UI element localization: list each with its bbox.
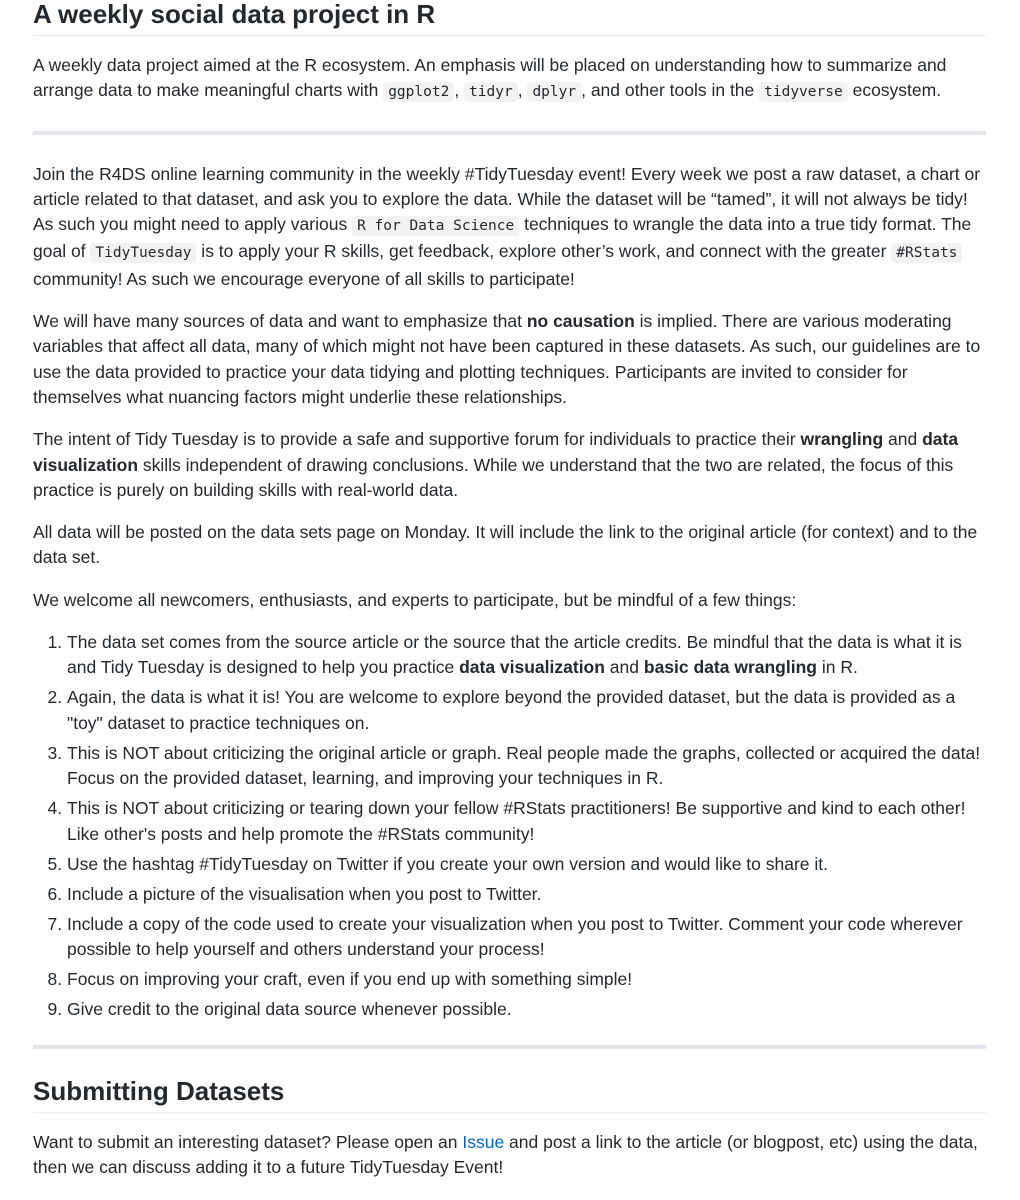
list-item: 1. The data set comes from the source article or the source that the article credits. Be mindful that the data is what it is and Tidy Tuesday is designed to help you practice data visualization and basic data wrangling in R.	[67, 630, 986, 681]
code-rstats: #RStats	[891, 243, 962, 263]
code-r-for-data-science: R for Data Science	[352, 216, 519, 236]
code-tidyr: tidyr	[464, 82, 518, 102]
guidelines-list	[33, 630, 986, 1023]
bold-no-causation: no causation	[526, 311, 635, 332]
join-paragraph: Join the R4DS online learning community in the weekly #TidyTuesday event! Every week we post a raw dataset, a chart or article related to that dataset, and ask you to explore the data. While the dataset will be “tamed”, it will not always be tidy! As such you might need to apply various R for Data Science techniques to wrangle the data into a true tidy format. The goal of TidyTuesday is to apply your R skills, get feedback, explore other’s work, and connect with the greater #RStats community! As such we encourage everyone of all skills to participate!	[33, 163, 981, 289]
issue-link[interactable]: Issue	[462, 1131, 505, 1152]
divider-1	[33, 131, 986, 135]
intent-paragraph: The intent of Tidy Tuesday is to provide a safe and supportive forum for individuals to practice their wrangling and data visualization skills independent of drawing conclusions. While we understand that the two are related, the focus of this practice is purely on building skills with real-world data.	[33, 429, 959, 500]
list-item: 5. Use the hashtag #TidyTuesday on Twitter if you create your own version and would like to share it.	[67, 852, 986, 877]
list-item: 6. Include a picture of the visualisation when you post to Twitter.	[67, 882, 986, 907]
code-dplyr: dplyr	[527, 82, 581, 102]
list-item: 2. Again, the data is what it is! You are welcome to explore beyond the provided dataset, but the data is provided as a "toy" dataset to practice techniques on.	[67, 685, 986, 736]
list-item: 7. Include a copy of the code used to create your visualization when you post to Twitter. Comment your code wherever possible to help yourself and others understand your process!	[67, 912, 986, 963]
bold-data-visualization: data visualization	[33, 429, 959, 475]
list-item: 4. This is NOT about criticizing or tearing down your fellow #RStats practitioners! Be supportive and kind to each other! Like other's posts and help promote the #RStats community!	[67, 796, 986, 847]
heading-weekly-project: A weekly social data project in R	[33, 0, 986, 36]
list-item: 9. Give credit to the original data source whenever possible.	[67, 997, 986, 1022]
readme-content	[33, 0, 986, 1180]
submit-paragraph: Want to submit an interesting dataset? Please open an Issue and post a link to the article (or blogpost, etc) using the data, then we can discuss adding it to a future TidyTuesday Event!	[33, 1131, 978, 1177]
bold-wrangling: wrangling	[800, 429, 884, 450]
intro-paragraph: A weekly data project aimed at the R ecosystem. An emphasis will be placed on understanding how to summarize and arrange data to make meaningful charts with ggplot2 , tidyr , dplyr , and other tools in the tidyverse ecosystem.	[33, 55, 947, 101]
divider-2	[33, 1045, 986, 1049]
list-item: 8. Focus on improving your craft, even if you end up with something simple!	[67, 967, 986, 992]
welcome-paragraph: We welcome all newcomers, enthusiasts, and experts to participate, but be mindful of a few things:	[33, 589, 797, 610]
posted-paragraph: All data will be posted on the data sets page on Monday. It will include the link to the original article (for context) and to the data set.	[33, 522, 978, 568]
code-ggplot2: ggplot2	[383, 82, 454, 102]
list-item: 3. This is NOT about criticizing the original article or graph. Real people made the graphs, collected or acquired the data! Focus on the provided dataset, learning, and improving your techniques in R.	[67, 741, 986, 792]
sources-paragraph: We will have many sources of data and want to emphasize that no causation is implied. There are various moderating variables that affect all data, many of which might not have been captured in these datasets. As such, our guidelines are to use the data provided to practice your data tidying and plotting techniques. Participants are invited to consider for themselves what nuancing factors might underlie these relationships.	[33, 311, 981, 407]
code-tidyverse: tidyverse	[759, 82, 848, 102]
code-tidytuesday: TidyTuesday	[90, 243, 196, 263]
heading-submitting-datasets: Submitting Datasets	[33, 1076, 986, 1113]
